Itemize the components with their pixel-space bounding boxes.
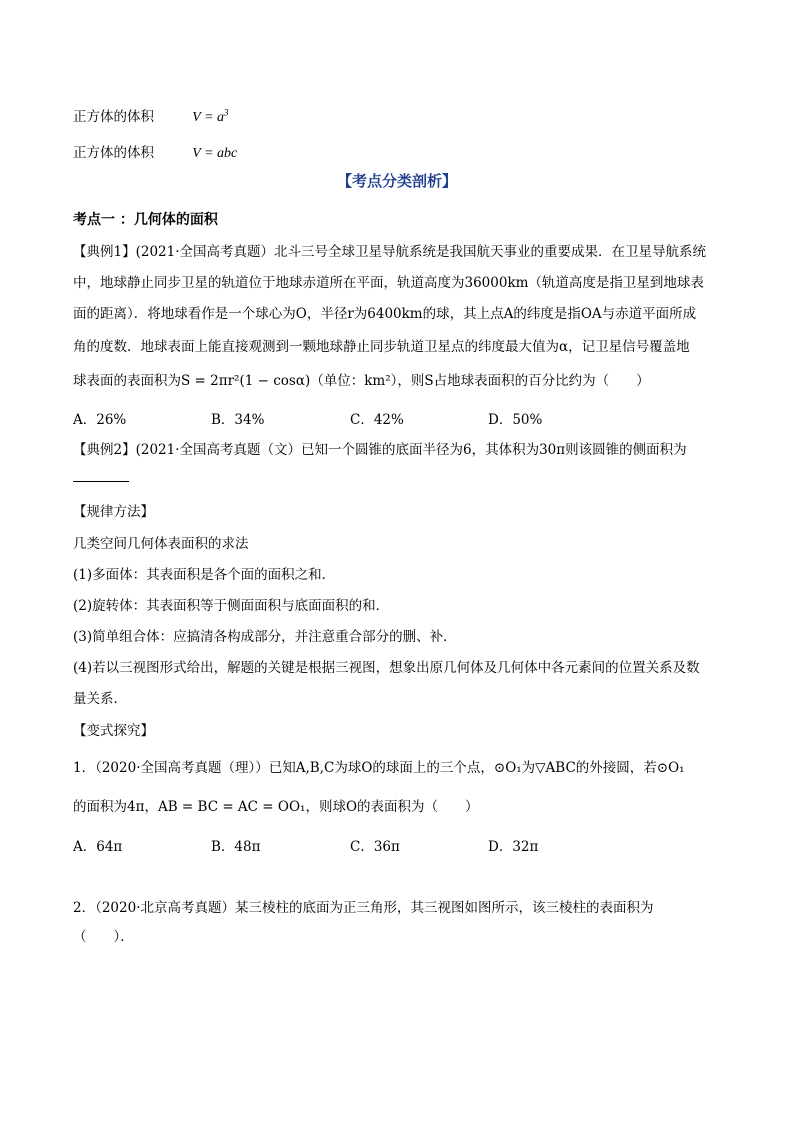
- example2-line1: 【典例2】(2021·全国高考真题（文）已知一个圆锥的底面半径为6，其体积为30π则该圆锥的侧面积为: [73, 442, 687, 458]
- example1-line5: 球表面的表面积为S = 2πr²(1 − cosα)（单位：km²），则S占地球表面积的百分比约为（ ）: [73, 373, 650, 389]
- method-item3: (3)简单组合体：应搞清各构成部分，并注意重合部分的删、补．: [73, 629, 457, 645]
- example1-line2: 中，地球静止同步卫星的轨道位于地球赤道所在平面，轨道高度为36000km（轨道高度是指卫星到地球表: [73, 275, 704, 291]
- example1-option-b: B．34%: [211, 412, 265, 428]
- method-heading: 【规律方法】: [73, 504, 154, 520]
- q1-option-d: D．32π: [488, 839, 539, 855]
- cuboid-volume-label: 正方体的体积: [73, 145, 154, 161]
- example1-option-c: C．42%: [350, 412, 404, 428]
- method-item4-cont: 量关系．: [73, 691, 127, 707]
- q1-line1: 1．（2020·全国高考真题（理））已知A,B,C为球O的球面上的三个点，⊙O₁为▽ABC的外接圆，若⊙O₁: [73, 760, 685, 776]
- method-item2: (2)旋转体：其表面积等于侧面面积与底面面积的和．: [73, 598, 390, 614]
- q2-line2: （ ）．: [73, 929, 134, 945]
- section-title: 【考点分类剖析】: [336, 172, 457, 190]
- example1-line1: 【典例1】(2021·全国高考真题）北斗三号全球卫星导航系统是我国航天事业的重要成果．在卫星导航系统: [73, 244, 707, 260]
- method-intro: 几类空间几何体表面积的求法: [73, 536, 249, 552]
- cuboid-volume-formula: V = abc: [192, 146, 238, 161]
- q1-option-c: C．36π: [350, 839, 400, 855]
- method-item1: (1)多面体：其表面积是各个面的面积之和．: [73, 567, 336, 583]
- point1-heading: 考点一 ：几何体的面积: [73, 212, 218, 228]
- example1-option-d: D．50%: [488, 412, 543, 428]
- cuboid-volume-line: [73, 143, 237, 164]
- example2-answer-blank: [73, 468, 129, 488]
- example1-option-a: A．26%: [73, 412, 127, 428]
- method-item4: (4)若以三视图形式给出，解题的关键是根据三视图，想象出原几何体及几何体中各元素间的位置关系及数: [73, 660, 700, 676]
- example1-line3: 面的距离）．将地球看作是一个球心为O，半径r为6400km的球，其上点A的纬度是指OA与赤道平面所成: [73, 306, 697, 322]
- cube-exponent: 3: [224, 107, 229, 118]
- q2-line1: 2．（2020·北京高考真题）某三棱柱的底面为正三角形，其三视图如图所示，该三棱柱的表面积为: [73, 900, 654, 916]
- q1-option-a: A．64π: [73, 839, 123, 855]
- cube-volume-formula: V = a: [192, 110, 225, 125]
- variation-heading: 【变式探究】: [73, 723, 154, 739]
- cube-volume-line: [73, 107, 229, 128]
- example1-line4: 角的度数．地球表面上能直接观测到一颗地球静止同步轨道卫星点的纬度最大值为α，记卫星信号覆盖地: [73, 339, 690, 355]
- cube-volume-label: 正方体的体积: [73, 109, 154, 125]
- q1-option-b: B．48π: [211, 839, 261, 855]
- q1-line2: 的面积为4π，AB = BC = AC = OO₁，则球O的表面积为（ ）: [73, 799, 479, 815]
